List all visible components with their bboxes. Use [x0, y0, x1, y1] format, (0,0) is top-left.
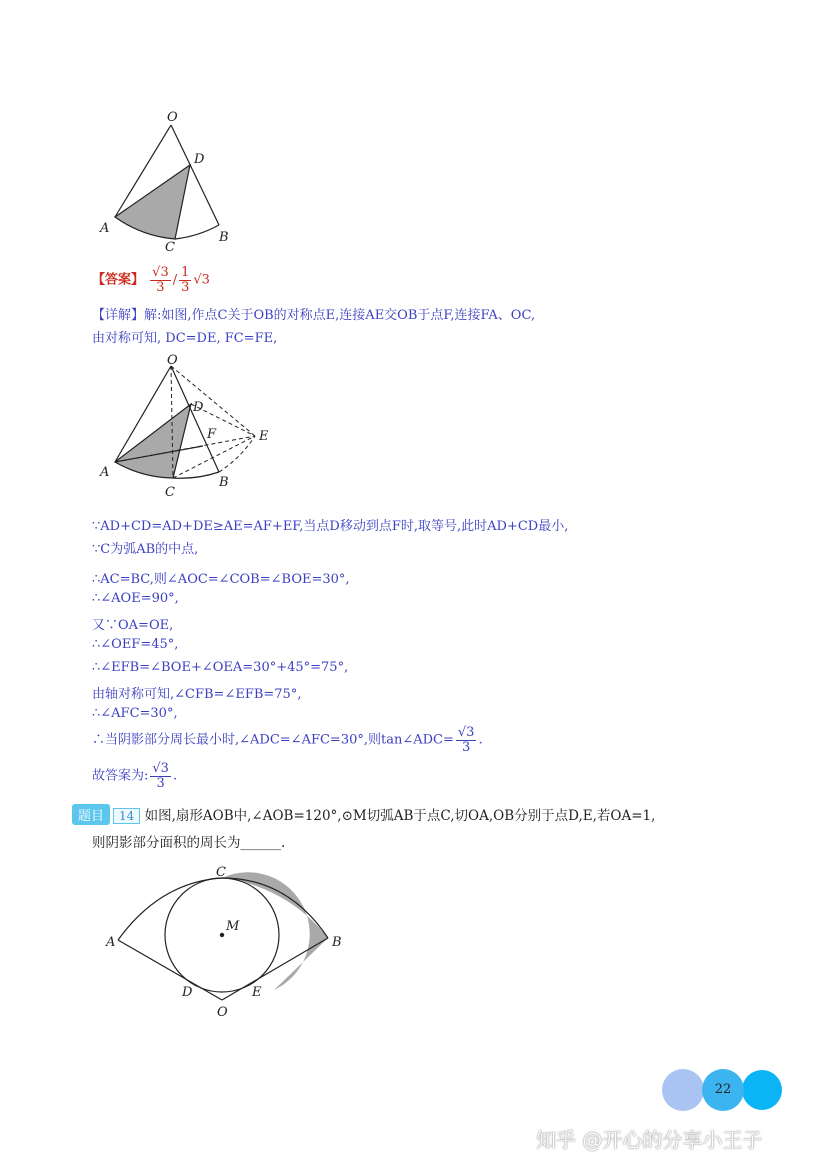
fig2-label-o: O [167, 353, 178, 368]
conclusion-text: 故答案为: [92, 768, 149, 784]
fig2-label-b: B [219, 475, 229, 490]
fig3-label-d: D [182, 985, 193, 1000]
fig3-label-o: O [217, 1005, 228, 1020]
fig2-label-d: D [193, 400, 204, 415]
figure-3-sector-circle [100, 860, 360, 1020]
step-tan [92, 726, 483, 754]
fig1-label-c: C [165, 240, 175, 255]
fig3-label-m: M [226, 919, 240, 934]
fig1-label-d: D [194, 152, 205, 167]
fig2-label-e: E [259, 429, 269, 444]
answer-den-2: 3 [181, 279, 190, 295]
conclusion-num: √3 [152, 761, 169, 776]
page-number: 22 [714, 1082, 732, 1097]
detail-text-1: 解:如图,作点C关于OB的对称点E,连接AE交OB于点F,连接FA、OC, [144, 308, 536, 323]
step-5: 又∵OA=OE, [92, 618, 174, 633]
detail-line-2: 由对称可知, DC=DE, FC=FE, [92, 331, 278, 346]
watermark: 知乎 @开心的分享小王子 [536, 1128, 763, 1152]
step-tan-num: √3 [457, 725, 475, 740]
fig2-label-c: C [165, 485, 175, 500]
fig3-label-b: B [332, 935, 342, 950]
step-tan-end: . [478, 732, 483, 748]
step-tan-den: 3 [462, 739, 471, 755]
fig2-label-a: A [100, 465, 110, 480]
conclusion [92, 762, 177, 790]
answer-sep: / [172, 272, 178, 288]
page-circle-dark [742, 1070, 782, 1110]
step-tan-text: ∴当阴影部分周长最小时,∠ADC=∠AFC=30°,则tan∠ADC= [92, 732, 454, 748]
question-blank: ______ [240, 835, 281, 851]
question-end: . [281, 835, 286, 851]
step-7: ∴∠EFB=∠BOE+∠OEA=30°+45°=75°, [92, 660, 349, 675]
figure-1-sector [95, 105, 255, 255]
conclusion-den: 3 [156, 775, 165, 791]
question-text-1: 如图,扇形AOB中,∠AOB=120°,⊙M切弧AB于点C,切OA,OB分别于点D,E,若OA=1, [144, 808, 656, 824]
answer-line [92, 266, 210, 294]
fig1-label-a: A [100, 221, 110, 236]
step-8: 由轴对称可知,∠CFB=∠EFB=75°, [92, 687, 302, 702]
answer-prefix: 【答案】 [92, 272, 145, 288]
step-2: ∵C为弧AB的中点, [92, 542, 199, 557]
question-14-line-2 [92, 831, 285, 851]
question-tag: 题目 [72, 804, 110, 825]
fig1-label-b: B [219, 230, 229, 245]
fig2-label-f: F [207, 427, 217, 442]
question-number: 14 [113, 808, 140, 824]
step-6: ∴∠OEF=45°, [92, 637, 179, 652]
step-3: ∴AC=BC,则∠AOC=∠COB=∠BOE=30°, [92, 572, 350, 587]
question-14-line-1 [72, 804, 655, 825]
page-circle-light [662, 1069, 704, 1111]
fig3-label-c: C [216, 865, 226, 880]
answer-den-1: 3 [156, 279, 165, 295]
step-4: ∴∠AOE=90°, [92, 591, 179, 606]
page-number-badge [662, 1069, 784, 1111]
fig3-label-e: E [252, 985, 262, 1000]
fig1-label-o: O [167, 110, 178, 125]
figure-2-reflection [95, 352, 285, 500]
fig3-label-a: A [106, 935, 116, 950]
detail-line-1 [92, 304, 535, 323]
answer-num-2: 1 [181, 265, 190, 280]
answer-num-1: √3 [152, 265, 169, 280]
answer-tail: √3 [193, 272, 210, 288]
detail-prefix: 【详解】 [92, 308, 145, 323]
conclusion-end: . [172, 768, 178, 784]
question-text-2: 则阴影部分面积的周长为 [92, 835, 241, 851]
step-1: ∵AD+CD=AD+DE≥AE=AF+EF,当点D移动到点F时,取等号,此时AD+CD最小, [92, 519, 569, 534]
step-9: ∴∠AFC=30°, [92, 706, 178, 721]
